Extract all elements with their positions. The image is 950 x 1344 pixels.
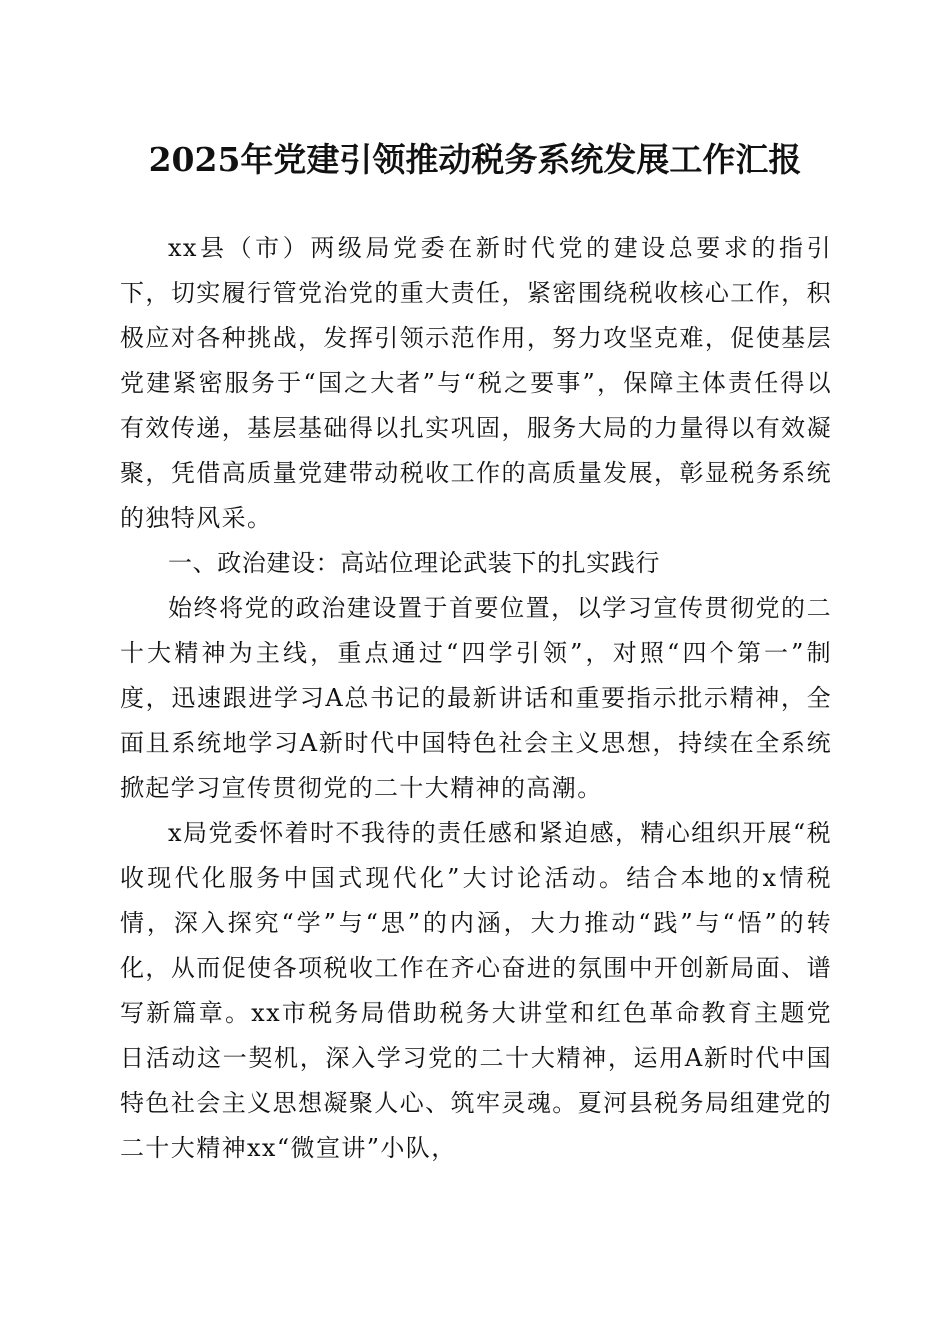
document-body [120,226,832,1171]
document-title: 2025年党建引领推动税务系统发展工作汇报 [148,140,802,179]
intro-paragraph: xx县（市）两级局党委在新时代党的建设总要求的指引下，切实履行管党治党的重大责任，紧密围绕税收核心工作，积极应对各种挑战，发挥引领示范作用，努力攻坚克难，促使基层党建紧密服务于“国之大者”与“税之要事”，保障主体责任得以有效传递，基层基础得以扎实巩固，服务大局的力量得以有效凝聚，凭借高质量党建带动税收工作的高质量发展，彰显税务系统的独特风采。 [120,234,832,532]
section-heading-1: 一、政治建设：高站位理论武装下的扎实践行 [168,549,660,577]
section1-paragraph-2: x局党委怀着时不我待的责任感和紧迫感，精心组织开展“税收现代化服务中国式现代化”大讨论活动。结合本地的x情税情，深入探究“学”与“思”的内涵，大力推动“践”与“悟”的转化，从而促使各项税收工作在齐心奋进的氛围中开创新局面、谱写新篇章。xx市税务局借助税务大讲堂和红色革命教育主题党日活动这一契机，深入学习党的二十大精神，运用A新时代中国特色社会主义思想凝聚人心、筑牢灵魂。夏河县税务局组建党的二十大精神xx“微宣讲”小队， [120,819,832,1162]
section1-paragraph-1: 始终将党的政治建设置于首要位置，以学习宣传贯彻党的二十大精神为主线，重点通过“四学引领”，对照“四个第一”制度，迅速跟进学习A总书记的最新讲话和重要指示批示精神，全面且系统地学习A新时代中国特色社会主义思想，持续在全系统掀起学习宣传贯彻党的二十大精神的高潮。 [120,594,832,802]
